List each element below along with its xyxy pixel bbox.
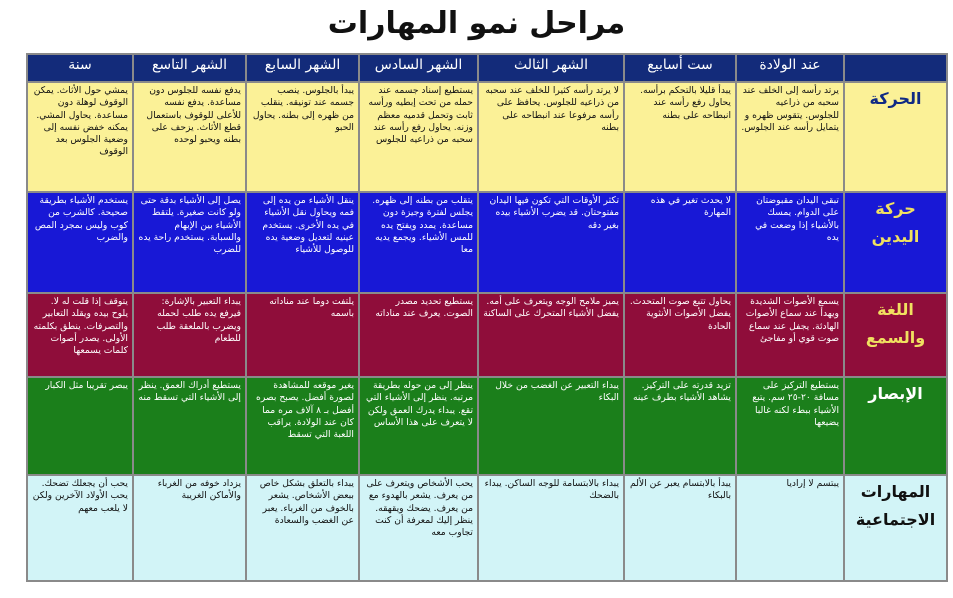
table-cell: يبدأ بالجلوس. ينصب جسمه عند تونيقه. ينقلب من ظهره إلى بطنه. يحاول الحبو <box>246 82 359 192</box>
table-row-social-skills <box>27 475 947 581</box>
table-cell: يغير موقعه للمشاهدة لصورة أفضل. يصبح بصره أفضل بـ ٨ آلاف مره مما كان عند الولادة. يراقب اللعبة التي تسقط <box>246 377 359 475</box>
table-cell: يتقلب من بطنه إلى ظهره. يجلس لفترة وجيزة دون مساعدة. يمدد ويفتح يده للمس الأشياء. ويجمع يديه معا <box>359 192 478 293</box>
table-row-movement <box>27 82 947 192</box>
column-header-six-weeks: ست أسابيع <box>624 54 736 82</box>
table-cell: يصل إلى الأشياء بدقة حتى ولو كانت صغيرة. يلتقط الأشياء بين الإبهام والسبابة. يستخدم راحة يده للضرب <box>133 192 246 293</box>
table-cell: ينقل الأشياء من يده إلى فمه ويحاول نقل الأشياء في يده الأخرى. يستخدم عينيه لتعديل وضعية يده للوصول للأشياء <box>246 192 359 293</box>
table-row-vision <box>27 377 947 475</box>
table-cell: لا يرتد رأسه كثيرا للخلف عند سحبه من ذراعيه للجلوس. يحافظ على رأسه مرفوعا عند انبطاحه على بطنه <box>478 82 624 192</box>
table-cell: يستطيع التركيز على مسافة ٢٠-٢٥ سم. يتبع الأشياء ببطء لكنه غالبا يضيعها <box>736 377 844 475</box>
table-cell: يبتسم لا إراديا <box>736 475 844 581</box>
row-header-movement: الحركة <box>844 82 947 192</box>
row-header-language-hearing: اللغة والسمع <box>844 293 947 377</box>
table-cell: يسمع الأصوات الشديدة ويهدأ عند سماع الأصوات الهادئة. يجفل عند سماع صوت قوي أو مفاجئ <box>736 293 844 377</box>
column-header-month-7: الشهر السابع <box>246 54 359 82</box>
table-cell: يبداء التعبير بالإشارة: فيرفع يده طلب لحمله ويضرب بالملعقة طلب للطعام <box>133 293 246 377</box>
table-cell: ينظر إلى من حوله بطريقة مرتبه. ينظر إلى الأشياء التي تقع. يبداء يدرك العمق ولكن لا يتعرف على هذا الأساس <box>359 377 478 475</box>
column-header-birth: عند الولادة <box>736 54 844 82</box>
column-header-month-6: الشهر السادس <box>359 54 478 82</box>
row-header-social-skills: المهارات الاجتماعية <box>844 475 947 581</box>
table-row-hand-movement <box>27 192 947 293</box>
table-cell: يحب أن يجعلك تضحك. يحب الأولاد الآخرين ولكن لا يلعب معهم <box>27 475 133 581</box>
table-cell: يدفع نفسه للجلوس دون مساعدة. يدفع نفسه للأعلى للوقوف باستعمال قطع الأثاث. يزحف على بطنه ويحبو لوحده <box>133 82 246 192</box>
table-cell: تزيد قدرته على التركيز. يشاهد الأشياء بطرف عينه <box>624 377 736 475</box>
table-cell: يستطيع أدراك العمق. ينظر إلى الأشياء التي تسقط منه <box>133 377 246 475</box>
table-cell: يمشي حول الأثاث. يمكن الوقوف لوهلة دون مساعدة. يحاول المشي. يمكنه خفض نفسه إلى وضعية الجلوس بعد الوقوف <box>27 82 133 192</box>
column-header-month-9: الشهر التاسع <box>133 54 246 82</box>
header-row <box>27 54 947 82</box>
row-header-vision: الإبصار <box>844 377 947 475</box>
table-cell: يميز ملامح الوجه ويتعرف على أمه. يفضل الأشياء المتحرك على الساكنة <box>478 293 624 377</box>
table-cell: لا يحدث تغير في هذه المهارة <box>624 192 736 293</box>
table-cell: يتوقف إذا قلت له لا. يلوح بيده ويقلد التعابير والتصرفات. ينطق بكلمته الأولى. يصدر أصوات كلمات يسمعها <box>27 293 133 377</box>
table-cell: يستطيع تحديد مصدر الصوت. يعرف عند مناداته <box>359 293 478 377</box>
page-title: مراحل نمو المهارات <box>327 6 626 41</box>
table-cell: يزداد خوفه من الغرباء والأماكن الغريبة <box>133 475 246 581</box>
table-cell: يبداء بالتعلق بشكل خاص ببعض الأشخاص. يشعر بالخوف من الغرباء. يعبر عن الغضب والسعادة <box>246 475 359 581</box>
column-header-year: سنة <box>27 54 133 82</box>
table-cell: يستطيع إسناد جسمه عند حمله من تحت إبطيه ورأسه ثابت وتحمل قدميه معظم وزنه. يحاول رفع رأسه عند سحبه من ذراعيه للجلوس <box>359 82 478 192</box>
table-cell: يبداء بالابتسامة للوجه الساكن. يبداء بالضحك <box>478 475 624 581</box>
table-row-language-hearing <box>27 293 947 377</box>
header-corner <box>844 54 947 82</box>
row-header-hand-movement: حركة اليدين <box>844 192 947 293</box>
table-cell: يحب الأشخاص ويتعرف على من يعرف. يشعر بالهدوء مع من يعرف. يضحك ويقهقه. ينظر إليك لمعرفة أن كنت تجاوب معه <box>359 475 478 581</box>
table-cell: تكثر الأوقات التي تكون فيها اليدان مفتوحتان. قد يضرب الأشياء بيده بغير دقه <box>478 192 624 293</box>
table-cell: يحاول تتبع صوت المتحدث. يفضل الأصوات الأنثوية الحادة <box>624 293 736 377</box>
table-cell: يلتفت دوما عند مناداته باسمه <box>246 293 359 377</box>
table-cell: يستخدم الأشياء بطريقة صحيحة. كالشرب من كوب وليس بمجرد المص والضرب <box>27 192 133 293</box>
table-cell: يبداء التعبير عن الغضب من خلال البكاء <box>478 377 624 475</box>
table-cell: يبدأ بالابتسام يعبر عن الألم بالبكاء <box>624 475 736 581</box>
column-header-month-3: الشهر الثالث <box>478 54 624 82</box>
table-cell: يبصر تقريبا مثل الكبار <box>27 377 133 475</box>
skills-development-table <box>26 53 948 582</box>
table-cell: يرتد رأسه إلى الخلف عند سحبه من ذراعيه للجلوس. يتقوس ظهره و يتمايل رأسه عند الجلوس. <box>736 82 844 192</box>
table-cell: تبقى اليدان مقبوضتان على الدوام. يمسك بالأشياء إذا وضعت في يده <box>736 192 844 293</box>
table-cell: يبدأ قليلا بالتحكم برأسه. يحاول رفع رأسه عند انبطاحه على بطنه <box>624 82 736 192</box>
